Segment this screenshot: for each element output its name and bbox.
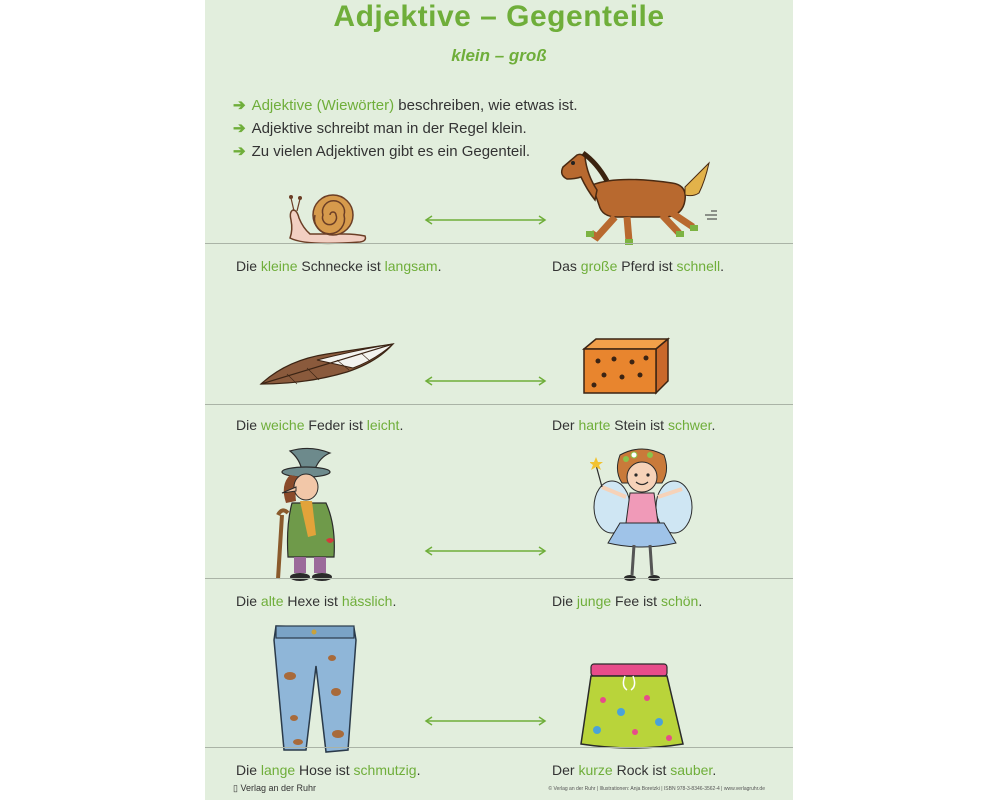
- skirt-icon: [577, 660, 687, 752]
- arrow-right-icon: ➔: [233, 97, 246, 114]
- rule-text: Adjektive schreibt man in der Regel klein.: [251, 120, 527, 137]
- fairy-icon: [590, 445, 695, 585]
- page-subtitle: klein – groß: [451, 46, 547, 65]
- rule-text: beschreiben, wie etwas ist.: [394, 97, 578, 114]
- divider-line: [205, 404, 793, 405]
- divider-line: [205, 243, 793, 244]
- trousers-icon: [270, 622, 360, 754]
- witch-icon: [260, 445, 360, 585]
- poster: [205, 0, 793, 800]
- opposite-arrow-icon: [423, 375, 548, 387]
- rule-highlight: Adjektive (Wiewörter): [251, 97, 395, 114]
- sentence-right: Der kurze Rock ist sauber.: [552, 762, 717, 778]
- divider-line: [205, 578, 793, 579]
- brick-icon: [580, 335, 672, 397]
- sentence-left: Die weiche Feder ist leicht.: [236, 417, 404, 433]
- divider-line: [205, 747, 793, 748]
- snail-icon: [285, 188, 375, 248]
- sentence-right: Der harte Stein ist schwer.: [552, 417, 716, 433]
- publisher-name: Verlag an der Ruhr: [240, 783, 317, 793]
- rule-item: [233, 94, 578, 117]
- page-title: Adjektive – Gegenteile: [333, 0, 665, 33]
- horse-icon: [557, 145, 717, 250]
- rule-text: Zu vielen Adjektiven gibt es ein Gegenteil.: [251, 143, 531, 160]
- sentence-left: Die kleine Schnecke ist langsam.: [236, 258, 442, 274]
- arrow-right-icon: ➔: [233, 120, 246, 137]
- book-icon: ▯: [233, 783, 238, 793]
- opposite-arrow-icon: [423, 715, 548, 727]
- sentence-right: Die junge Fee ist schön.: [552, 593, 703, 609]
- opposite-arrow-icon: [423, 214, 548, 226]
- imprint: © Verlag an der Ruhr | Illustrationen: Anja Boretzki | ISBN 978-3-8346-3562-4 | www.verlagruhr.de: [548, 786, 765, 792]
- rules-list: [233, 94, 578, 163]
- arrow-right-icon: ➔: [233, 143, 246, 160]
- opposite-arrow-icon: [423, 545, 548, 557]
- rule-item: [233, 140, 578, 163]
- sentence-left: Die alte Hexe ist hässlich.: [236, 593, 397, 609]
- sentence-right: Das große Pferd ist schnell.: [552, 258, 724, 274]
- feather-icon: [257, 340, 397, 390]
- sentence-left: Die lange Hose ist schmutzig.: [236, 762, 421, 778]
- rule-item: [233, 117, 578, 140]
- publisher-logo: [233, 783, 316, 794]
